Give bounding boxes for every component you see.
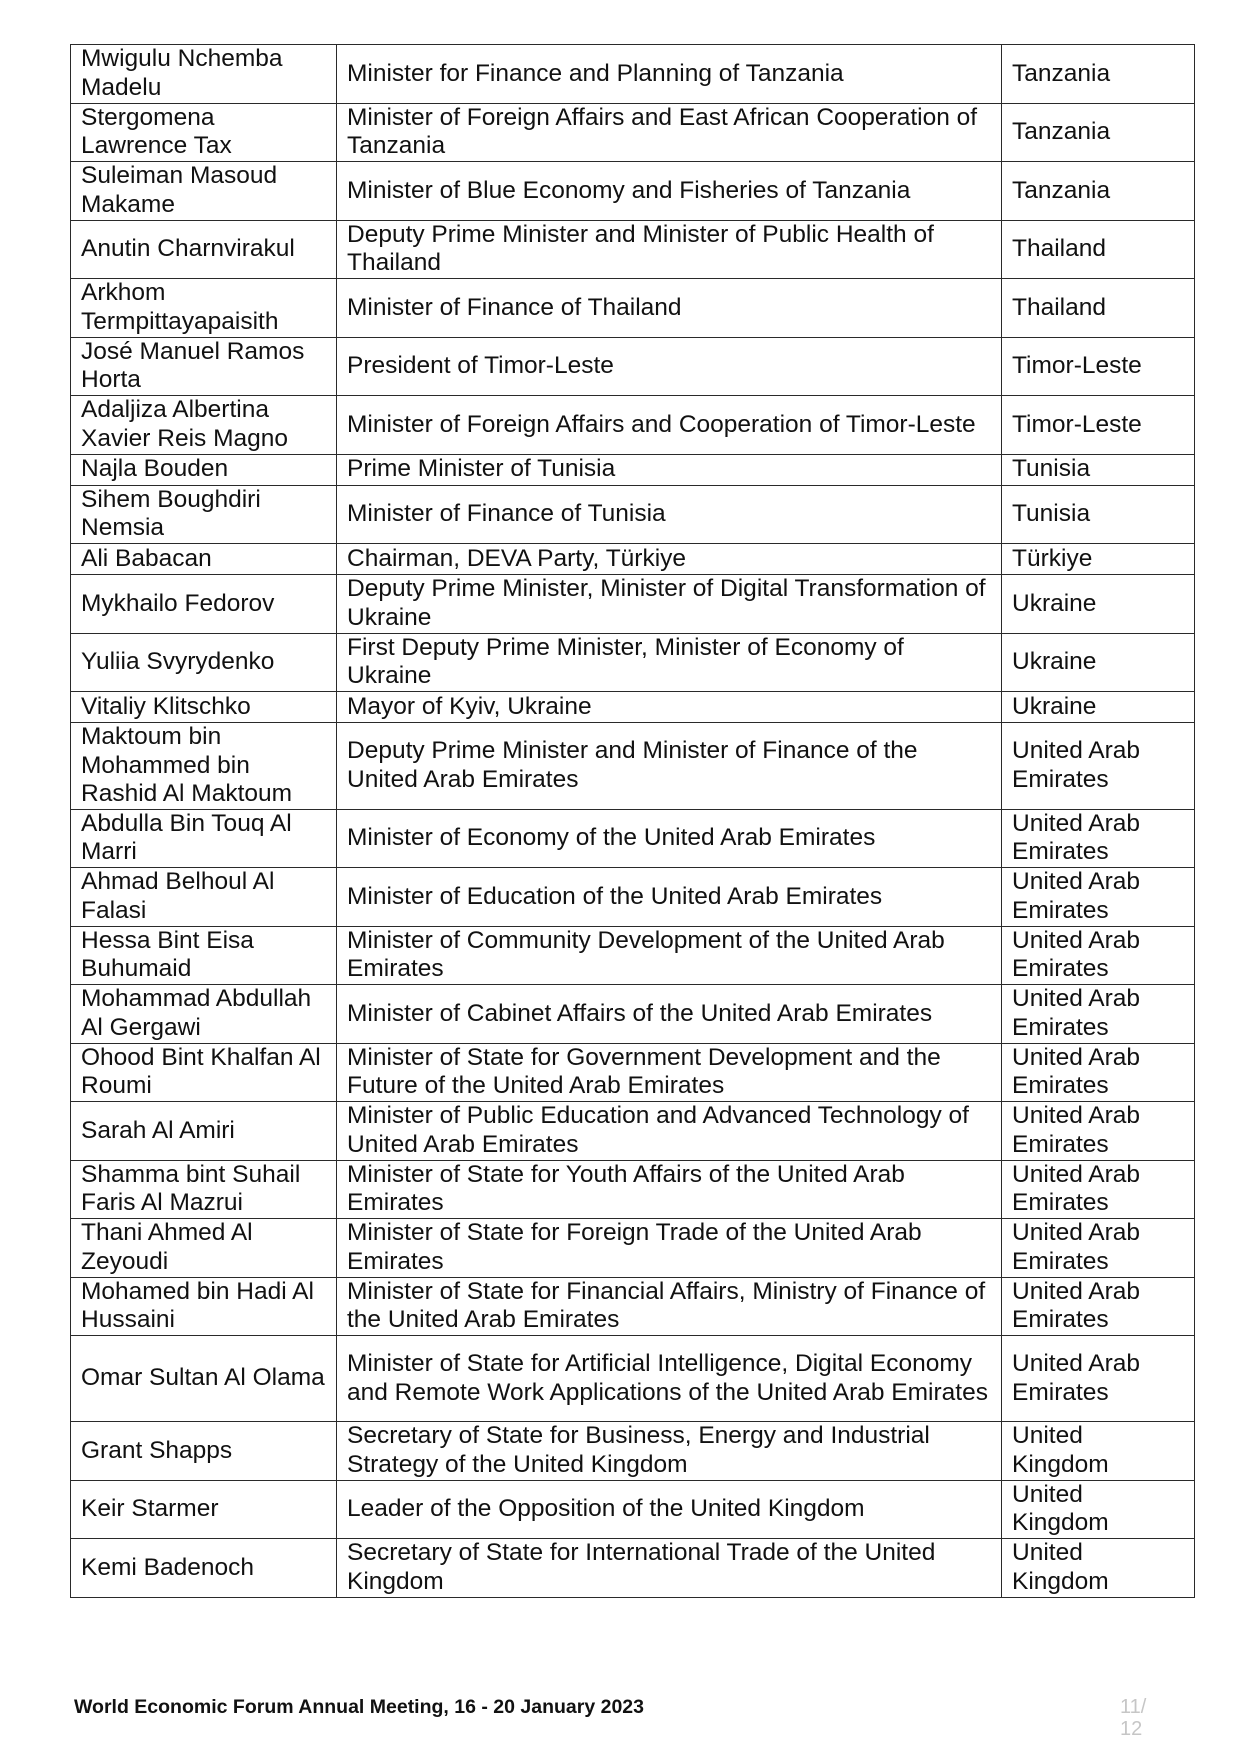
participant-position: Minister of State for Government Development and the Future of the United Arab Emirates bbox=[337, 1043, 1002, 1102]
participant-position: President of Timor-Leste bbox=[337, 337, 1002, 396]
participant-country: Ukraine bbox=[1002, 633, 1195, 692]
participant-country: United Arab Emirates bbox=[1002, 1336, 1195, 1422]
participant-country: Timor-Leste bbox=[1002, 396, 1195, 455]
participant-name: Ali Babacan bbox=[71, 544, 337, 575]
table-row bbox=[71, 1160, 1195, 1219]
table-row bbox=[71, 1102, 1195, 1161]
participant-name: Vitaliy Klitschko bbox=[71, 692, 337, 723]
table-row bbox=[71, 544, 1195, 575]
participant-country: Ukraine bbox=[1002, 575, 1195, 634]
participant-position: Minister of Blue Economy and Fisheries of Tanzania bbox=[337, 162, 1002, 221]
participant-country: Thailand bbox=[1002, 220, 1195, 279]
table-row bbox=[71, 1539, 1195, 1598]
table-row bbox=[71, 162, 1195, 221]
table-row bbox=[71, 337, 1195, 396]
participant-country: United Kingdom bbox=[1002, 1480, 1195, 1539]
table-row bbox=[71, 633, 1195, 692]
participant-name: Stergomena Lawrence Tax bbox=[71, 103, 337, 162]
table-row bbox=[71, 1480, 1195, 1539]
participant-name: Mohammad Abdullah Al Gergawi bbox=[71, 985, 337, 1044]
table-row bbox=[71, 1043, 1195, 1102]
participant-position: Minister of State for Youth Affairs of the United Arab Emirates bbox=[337, 1160, 1002, 1219]
participant-name: Shamma bint Suhail Faris Al Mazrui bbox=[71, 1160, 337, 1219]
participant-name: Yuliia Svyrydenko bbox=[71, 633, 337, 692]
participant-country: Tanzania bbox=[1002, 45, 1195, 104]
participant-name: Grant Shapps bbox=[71, 1422, 337, 1481]
participant-country: Ukraine bbox=[1002, 692, 1195, 723]
participant-position: Minister of State for Foreign Trade of the United Arab Emirates bbox=[337, 1219, 1002, 1278]
participant-position: Minister of Finance of Thailand bbox=[337, 279, 1002, 338]
participant-country: United Arab Emirates bbox=[1002, 985, 1195, 1044]
participant-name: Mohamed bin Hadi Al Hussaini bbox=[71, 1277, 337, 1336]
participant-country: Timor-Leste bbox=[1002, 337, 1195, 396]
table-row bbox=[71, 103, 1195, 162]
table-row bbox=[71, 809, 1195, 868]
participant-name: Omar Sultan Al Olama bbox=[71, 1336, 337, 1422]
participant-position: Chairman, DEVA Party, Türkiye bbox=[337, 544, 1002, 575]
participant-name: Ahmad Belhoul Al Falasi bbox=[71, 868, 337, 927]
table-row bbox=[71, 45, 1195, 104]
participant-position: First Deputy Prime Minister, Minister of Economy of Ukraine bbox=[337, 633, 1002, 692]
participant-position: Minister of State for Financial Affairs, Ministry of Finance of the United Arab Emirates bbox=[337, 1277, 1002, 1336]
participant-name: Suleiman Masoud Makame bbox=[71, 162, 337, 221]
participant-country: United Arab Emirates bbox=[1002, 926, 1195, 985]
participant-name: Thani Ahmed Al Zeyoudi bbox=[71, 1219, 337, 1278]
participant-country: United Arab Emirates bbox=[1002, 723, 1195, 810]
table-row bbox=[71, 926, 1195, 985]
participant-position: Minister of Community Development of the United Arab Emirates bbox=[337, 926, 1002, 985]
participant-name: Kemi Badenoch bbox=[71, 1539, 337, 1598]
table-row bbox=[71, 1422, 1195, 1481]
participant-country: Tanzania bbox=[1002, 162, 1195, 221]
participant-country: United Arab Emirates bbox=[1002, 1219, 1195, 1278]
participant-name: José Manuel Ramos Horta bbox=[71, 337, 337, 396]
participant-position: Minister of Finance of Tunisia bbox=[337, 485, 1002, 544]
participant-country: Tunisia bbox=[1002, 485, 1195, 544]
participant-position: Mayor of Kyiv, Ukraine bbox=[337, 692, 1002, 723]
participant-position: Minister of Cabinet Affairs of the United Arab Emirates bbox=[337, 985, 1002, 1044]
participant-country: United Kingdom bbox=[1002, 1422, 1195, 1481]
participant-position: Leader of the Opposition of the United Kingdom bbox=[337, 1480, 1002, 1539]
table-row bbox=[71, 396, 1195, 455]
page-number: 11/ 12 bbox=[1120, 1696, 1147, 1740]
table-row bbox=[71, 868, 1195, 927]
participant-position: Deputy Prime Minister and Minister of Finance of the United Arab Emirates bbox=[337, 723, 1002, 810]
table-row bbox=[71, 723, 1195, 810]
participant-name: Keir Starmer bbox=[71, 1480, 337, 1539]
participant-position: Minister for Finance and Planning of Tanzania bbox=[337, 45, 1002, 104]
participant-country: United Arab Emirates bbox=[1002, 1160, 1195, 1219]
participant-country: United Arab Emirates bbox=[1002, 809, 1195, 868]
table-row bbox=[71, 279, 1195, 338]
table-row bbox=[71, 220, 1195, 279]
participant-position: Minister of Public Education and Advanced Technology of United Arab Emirates bbox=[337, 1102, 1002, 1161]
participant-position: Minister of State for Artificial Intelligence, Digital Economy and Remote Work Applications of the United Arab Emirates bbox=[337, 1336, 1002, 1422]
participant-position: Secretary of State for Business, Energy and Industrial Strategy of the United Kingdom bbox=[337, 1422, 1002, 1481]
participant-position: Secretary of State for International Trade of the United Kingdom bbox=[337, 1539, 1002, 1598]
table-row bbox=[71, 454, 1195, 485]
table-row bbox=[71, 1336, 1195, 1422]
participant-name: Najla Bouden bbox=[71, 454, 337, 485]
table-row bbox=[71, 575, 1195, 634]
participant-country: United Arab Emirates bbox=[1002, 868, 1195, 927]
participant-country: United Arab Emirates bbox=[1002, 1043, 1195, 1102]
participant-name: Abdulla Bin Touq Al Marri bbox=[71, 809, 337, 868]
participant-position: Minister of Foreign Affairs and East African Cooperation of Tanzania bbox=[337, 103, 1002, 162]
participant-country: Thailand bbox=[1002, 279, 1195, 338]
participant-name: Anutin Charnvirakul bbox=[71, 220, 337, 279]
participant-name: Hessa Bint Eisa Buhumaid bbox=[71, 926, 337, 985]
participant-name: Ohood Bint Khalfan Al Roumi bbox=[71, 1043, 337, 1102]
participant-country: United Arab Emirates bbox=[1002, 1277, 1195, 1336]
participants-table-container bbox=[70, 44, 1195, 1598]
participant-country: Tunisia bbox=[1002, 454, 1195, 485]
participant-name: Mwigulu Nchemba Madelu bbox=[71, 45, 337, 104]
participant-position: Prime Minister of Tunisia bbox=[337, 454, 1002, 485]
participant-country: United Kingdom bbox=[1002, 1539, 1195, 1598]
participant-name: Maktoum bin Mohammed bin Rashid Al Maktoum bbox=[71, 723, 337, 810]
participant-country: Tanzania bbox=[1002, 103, 1195, 162]
table-row bbox=[71, 692, 1195, 723]
table-row bbox=[71, 1219, 1195, 1278]
participant-country: United Arab Emirates bbox=[1002, 1102, 1195, 1161]
participant-position: Minister of Economy of the United Arab Emirates bbox=[337, 809, 1002, 868]
participant-position: Minister of Education of the United Arab Emirates bbox=[337, 868, 1002, 927]
table-row bbox=[71, 1277, 1195, 1336]
participant-position: Deputy Prime Minister and Minister of Public Health of Thailand bbox=[337, 220, 1002, 279]
table-row bbox=[71, 485, 1195, 544]
table-row bbox=[71, 985, 1195, 1044]
participant-name: Adaljiza Albertina Xavier Reis Magno bbox=[71, 396, 337, 455]
participant-position: Minister of Foreign Affairs and Cooperation of Timor-Leste bbox=[337, 396, 1002, 455]
participant-country: Türkiye bbox=[1002, 544, 1195, 575]
participant-name: Arkhom Termpittayapaisith bbox=[71, 279, 337, 338]
participant-name: Mykhailo Fedorov bbox=[71, 575, 337, 634]
participants-table bbox=[70, 44, 1195, 1598]
document-footer: World Economic Forum Annual Meeting, 16 - 20 January 2023 bbox=[74, 1696, 644, 1718]
participant-position: Deputy Prime Minister, Minister of Digital Transformation of Ukraine bbox=[337, 575, 1002, 634]
participant-name: Sarah Al Amiri bbox=[71, 1102, 337, 1161]
participant-name: Sihem Boughdiri Nemsia bbox=[71, 485, 337, 544]
